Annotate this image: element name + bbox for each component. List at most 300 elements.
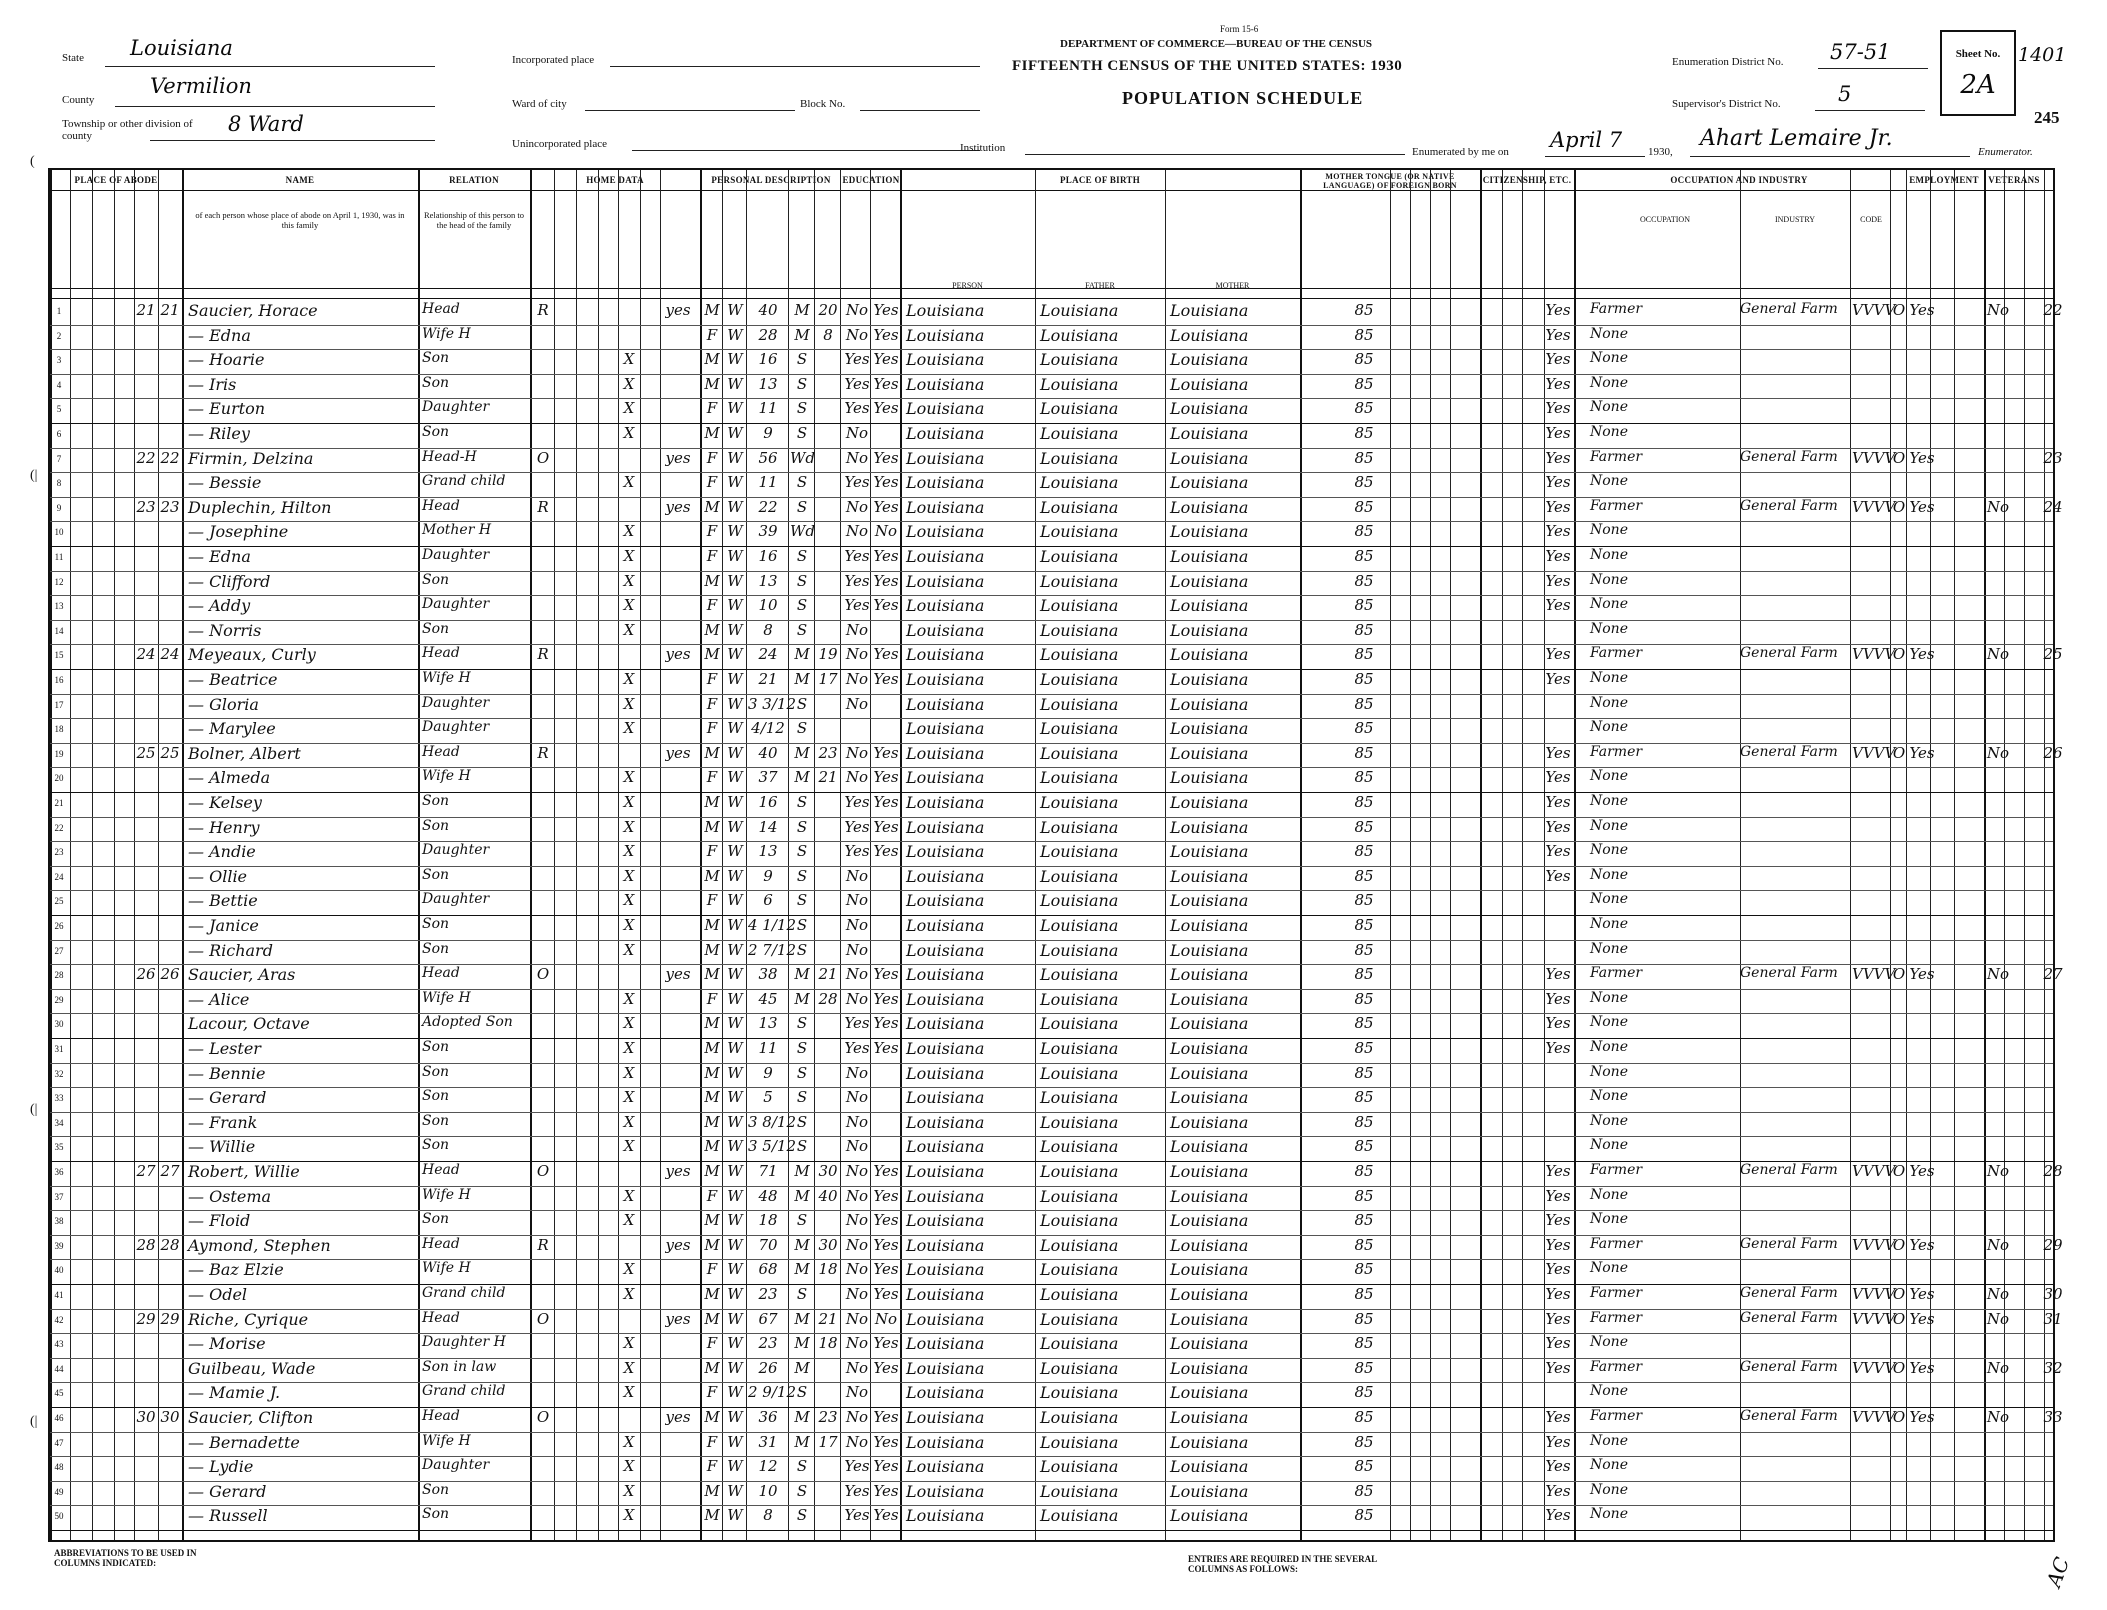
table-row [50, 743, 2063, 768]
cell-mar: M [794, 1408, 810, 1426]
cell-race: W [727, 399, 743, 418]
cell-bf: Louisiana [1040, 965, 1119, 985]
cell-farmno: 30 [2043, 1285, 2063, 1303]
cell-bp: Louisiana [906, 1014, 985, 1034]
table-row [50, 300, 2063, 325]
cell-bf: Louisiana [1040, 522, 1119, 542]
cell-mar: M [794, 768, 810, 787]
cell-cls: O [1892, 1162, 1906, 1180]
cell-age: 26 [758, 1358, 778, 1377]
cell-race: W [727, 325, 743, 344]
cell-bf: Louisiana [1040, 1014, 1119, 1034]
unincorporated-label: Unincorporated place [512, 138, 607, 150]
cell-emp: Yes [1909, 1408, 1935, 1426]
table-row [50, 1432, 2053, 1457]
cell-vet: No [1986, 497, 2010, 516]
cell-rel: Adopted Son [422, 1014, 513, 1031]
cell-fam: 23 [160, 497, 180, 516]
cell-bm: Louisiana [1170, 1334, 1249, 1354]
cell-fam: 21 [160, 301, 180, 319]
cell-radio: X [623, 694, 635, 713]
cell-eng: Yes [1545, 350, 1571, 369]
footer [48, 1544, 2075, 1604]
cell-read: Yes [873, 350, 899, 369]
table-row [50, 1407, 2063, 1432]
sheet-label: Sheet No. [1955, 48, 2001, 60]
cell-name: — Bessie [188, 473, 262, 493]
cell-lang: 85 [1354, 743, 1374, 762]
cell-sex: M [704, 1112, 720, 1131]
cell-lang: 85 [1354, 842, 1374, 861]
cell-age: 38 [758, 965, 778, 984]
cell-age: 16 [758, 350, 778, 369]
cell-bf: Louisiana [1040, 399, 1119, 419]
cell-rel: Son [422, 1039, 450, 1055]
group-name: NAME [285, 175, 315, 185]
cell-rel: Daughter [422, 399, 490, 416]
cell-rel: Mother H [422, 522, 492, 539]
table-row [50, 841, 2053, 866]
cell-bf: Louisiana [1040, 1383, 1119, 1403]
cell-eng: Yes [1545, 1358, 1571, 1377]
cell-sex: M [704, 1285, 720, 1303]
cell-race: W [727, 1088, 743, 1107]
line-number: 11 [54, 552, 64, 562]
line-number: 36 [54, 1167, 64, 1177]
cell-read: Yes [873, 1334, 899, 1353]
cell-own: R [537, 743, 549, 762]
cell-sch: No [845, 866, 869, 885]
table-row [50, 1456, 2053, 1481]
cell-age: 14 [758, 817, 778, 836]
cell-sch: No [845, 1063, 869, 1082]
cell-rel: Son [422, 866, 450, 883]
cell-race: W [727, 1186, 743, 1205]
cell-sch: Yes [844, 842, 870, 861]
cell-race: W [727, 793, 743, 811]
cell-race: W [727, 670, 743, 688]
cell-bp: Louisiana [906, 842, 985, 862]
table-row [50, 1038, 2053, 1063]
cell-name: — Alice [188, 989, 250, 1009]
cell-race: W [727, 1506, 743, 1525]
cell-lang: 85 [1354, 522, 1374, 541]
cell-bm: Louisiana [1170, 1408, 1249, 1427]
cell-sch: Yes [844, 793, 870, 811]
cell-age: 13 [758, 842, 778, 861]
cell-sch: No [845, 1432, 869, 1451]
group-occupation: OCCUPATION AND INDUSTRY [1670, 175, 1808, 185]
cell-bf: Louisiana [1040, 1235, 1119, 1255]
cell-sch: Yes [844, 1014, 870, 1033]
cell-rel: Son [422, 1088, 450, 1105]
cell-sex: M [704, 1481, 720, 1500]
cell-name: — Gloria [188, 694, 259, 714]
cell-rel: Son [422, 424, 450, 440]
cell-sex: M [704, 1063, 720, 1082]
cell-sex: F [706, 842, 718, 861]
cell-mar: S [796, 694, 808, 713]
cell-occ: None [1590, 1334, 1628, 1351]
cell-name: — Iris [188, 374, 237, 394]
line-number: 15 [54, 650, 64, 661]
cell-mar: Wd [790, 522, 816, 541]
cell-read: Yes [873, 743, 899, 762]
cell-lang: 85 [1354, 620, 1374, 639]
cell-sch: No [845, 1211, 869, 1230]
cell-rel: Daughter [422, 694, 490, 711]
table-row [50, 964, 2063, 989]
table-row [50, 1186, 2053, 1211]
cell-age: 31 [758, 1432, 778, 1451]
line-number: 19 [54, 748, 64, 759]
cell-race: W [727, 866, 743, 885]
supervisor-label: Supervisor's District No. [1672, 98, 1781, 110]
township-value: 8 Ward [228, 112, 304, 136]
table-row [50, 571, 2053, 596]
cell-mar: S [796, 547, 808, 565]
row-rule [50, 1530, 2053, 1531]
cell-sch: No [845, 694, 869, 713]
cell-eng: Yes [1545, 596, 1571, 615]
cell-sex: F [706, 1457, 718, 1476]
cell-age: 3 3/12 [748, 694, 796, 713]
cell-ind: General Farm [1740, 497, 1838, 514]
cell-age: 4/12 [751, 719, 785, 738]
cell-mar: M [794, 1162, 810, 1180]
cell-lang: 85 [1354, 1063, 1374, 1082]
cell-rel: Son [422, 1137, 450, 1154]
margin-mark: ( [30, 154, 35, 169]
cell-bm: Louisiana [1170, 891, 1249, 911]
cell-bp: Louisiana [906, 694, 985, 714]
cell-radio: X [623, 424, 635, 442]
cell-read: Yes [873, 1481, 899, 1500]
cell-age: 6 [763, 891, 773, 910]
cell-eng: Yes [1545, 1039, 1571, 1057]
cell-vet: No [1986, 645, 2010, 664]
table-row [50, 866, 2053, 891]
cell-radio: X [623, 1063, 635, 1082]
cell-sch: No [845, 670, 869, 688]
county-label: County [62, 94, 95, 106]
cell-read: No [874, 1309, 898, 1328]
cell-sch: Yes [844, 1457, 870, 1476]
line-number: 33 [54, 1093, 64, 1104]
cell-sex: M [704, 620, 720, 639]
cell-read: Yes [873, 842, 899, 861]
cell-occ: None [1590, 817, 1628, 834]
cell-occ: None [1590, 1211, 1628, 1228]
cell-mar: S [796, 866, 808, 885]
cell-bp: Louisiana [906, 1162, 985, 1181]
group-personal: PERSONAL DESCRIPTION [711, 175, 831, 185]
cell-bm: Louisiana [1170, 989, 1249, 1009]
cell-emp: Yes [1909, 965, 1935, 984]
cell-bf: Louisiana [1040, 1334, 1119, 1354]
cell-eng: Yes [1545, 1260, 1571, 1279]
cell-occ: None [1590, 1186, 1628, 1203]
cell-emp: Yes [1909, 448, 1935, 467]
cell-read: Yes [873, 989, 899, 1008]
table-row [50, 1505, 2053, 1530]
cell-occ: None [1590, 1014, 1628, 1031]
cell-occ: None [1590, 547, 1628, 563]
cell-race: W [727, 916, 743, 934]
cell-mar: S [796, 719, 808, 738]
table-row [50, 325, 2053, 350]
cell-sex: M [704, 940, 720, 959]
cell-age: 11 [758, 473, 778, 492]
cell-read: Yes [873, 1285, 899, 1303]
cell-sex: F [706, 768, 718, 787]
line-number: 22 [54, 822, 64, 833]
cell-lang: 85 [1354, 965, 1374, 984]
cell-bm: Louisiana [1170, 1235, 1249, 1255]
cell-race: W [727, 596, 743, 615]
line-number: 43 [54, 1339, 64, 1350]
cell-rel: Wife H [422, 670, 471, 686]
cell-read: Yes [873, 1506, 899, 1525]
cell-eng: Yes [1545, 842, 1571, 861]
cell-name: — Eurton [188, 399, 266, 419]
cell-ind: General Farm [1740, 448, 1838, 465]
cell-sex: M [704, 1408, 720, 1426]
cell-cls: O [1892, 1235, 1906, 1254]
cell-read: Yes [873, 1186, 899, 1205]
cell-sex: F [706, 448, 718, 467]
cell-lang: 85 [1354, 1457, 1374, 1476]
cell-sex: M [704, 743, 720, 762]
schedule-title: POPULATION SCHEDULE [1122, 88, 1364, 108]
cell-lang: 85 [1354, 596, 1374, 615]
block-label: Block No. [800, 98, 846, 110]
cell-lang: 85 [1354, 719, 1374, 738]
cell-bp: Louisiana [906, 989, 985, 1009]
cell-sex: M [704, 817, 720, 836]
cell-bp: Louisiana [906, 1506, 985, 1526]
cell-name: — Floid [188, 1211, 251, 1231]
enumerated-label: Enumerated by me on [1412, 146, 1509, 158]
cell-sch: Yes [844, 817, 870, 836]
cell-lang: 85 [1354, 1186, 1374, 1205]
cell-own: R [537, 497, 549, 516]
cell-lang: 85 [1354, 1285, 1374, 1303]
cell-bf: Louisiana [1040, 1063, 1119, 1083]
cell-own: O [536, 965, 550, 984]
cell-radio: X [623, 1186, 635, 1205]
cell-dw: 28 [136, 1235, 156, 1254]
cell-vet: No [1986, 301, 2010, 319]
cell-lang: 85 [1354, 1481, 1374, 1500]
cell-code: VVVV [1852, 1408, 1896, 1426]
cell-own: R [537, 645, 549, 664]
cell-lang: 85 [1354, 793, 1374, 811]
cell-sch: No [845, 743, 869, 762]
cell-lang: 85 [1354, 424, 1374, 442]
line-number: 30 [54, 1019, 64, 1030]
table-row [50, 1382, 2053, 1407]
cell-bm: Louisiana [1170, 596, 1249, 616]
cell-occ: None [1590, 350, 1628, 367]
cell-bf: Louisiana [1040, 1358, 1119, 1378]
cell-race: W [727, 1481, 743, 1500]
cell-radio: X [623, 940, 635, 959]
cell-bp: Louisiana [906, 596, 985, 616]
cell-sex: M [704, 1137, 720, 1156]
cell-name: Firmin, Delzina [188, 448, 314, 468]
cell-mar: S [796, 817, 808, 836]
cell-cls: O [1892, 1408, 1906, 1426]
cell-radio: X [623, 670, 635, 688]
cell-age: 48 [758, 1186, 778, 1205]
industry-head: INDUSTRY [1774, 215, 1815, 224]
cell-agem: 23 [818, 1408, 838, 1426]
cell-code: VVVV [1852, 1285, 1896, 1303]
birth-mother-head: MOTHER [1215, 281, 1250, 290]
cell-race: W [727, 1063, 743, 1082]
cell-bm: Louisiana [1170, 694, 1249, 714]
cell-mar: M [794, 1358, 810, 1377]
cell-bp: Louisiana [906, 571, 985, 591]
cell-sch: No [845, 325, 869, 344]
cell-race: W [727, 547, 743, 565]
cell-sch: Yes [844, 1481, 870, 1500]
line-number: 38 [54, 1216, 64, 1227]
cell-radio: X [623, 866, 635, 885]
cell-lang: 85 [1354, 1112, 1374, 1131]
cell-code: VVVV [1852, 1358, 1896, 1377]
cell-read: Yes [873, 374, 899, 393]
cell-age: 45 [758, 989, 778, 1008]
cell-bf: Louisiana [1040, 768, 1119, 788]
cell-sex: F [706, 1383, 718, 1402]
cell-occ: None [1590, 694, 1628, 711]
cell-mar: M [794, 1432, 810, 1451]
cell-race: W [727, 448, 743, 467]
entries-title: ENTRIES ARE REQUIRED IN THE SEVERAL COLUMNS AS FOLLOWS: [1188, 1554, 1377, 1574]
line-number: 1 [56, 306, 62, 316]
cell-lang: 85 [1354, 1211, 1374, 1230]
cell-farmno: 31 [2043, 1309, 2063, 1328]
cell-cls: O [1892, 743, 1906, 762]
cell-lang: 85 [1354, 473, 1374, 492]
cell-bf: Louisiana [1040, 301, 1119, 320]
cell-bp: Louisiana [906, 817, 985, 837]
cell-code: VVVV [1852, 497, 1896, 516]
table-row [50, 423, 2053, 448]
cell-sch: No [845, 1408, 869, 1426]
cell-rel: Son [422, 1112, 450, 1129]
cell-bm: Louisiana [1170, 1481, 1249, 1501]
cell-farmno: 23 [2043, 448, 2063, 467]
cell-lang: 85 [1354, 1014, 1374, 1033]
occupation-head: OCCUPATION [1640, 215, 1690, 224]
cell-race: W [727, 1014, 743, 1033]
cell-bp: Louisiana [906, 940, 985, 960]
cell-bm: Louisiana [1170, 719, 1249, 739]
cell-bm: Louisiana [1170, 916, 1249, 935]
cell-bf: Louisiana [1040, 424, 1119, 443]
line-number: 37 [54, 1191, 64, 1202]
cell-race: W [727, 965, 743, 984]
cell-name: Lacour, Octave [188, 1014, 310, 1034]
cell-occ: None [1590, 866, 1628, 883]
cell-bp: Louisiana [906, 768, 985, 788]
cell-rel: Wife H [422, 325, 471, 342]
cell-sex: F [706, 670, 718, 688]
table-row [50, 546, 2053, 571]
cell-name: — Clifford [188, 571, 271, 591]
cell-name: — Mamie J. [188, 1383, 281, 1403]
cell-code: VVVV [1852, 1162, 1896, 1180]
cell-name: — Odel [188, 1285, 248, 1304]
group-veterans: VETERANS [1988, 175, 2040, 185]
cell-radio: X [623, 891, 635, 910]
cell-vet: No [1986, 743, 2010, 762]
cell-age: 13 [758, 1014, 778, 1033]
cell-bm: Louisiana [1170, 1039, 1249, 1058]
cell-occ: Farmer [1590, 965, 1643, 982]
cell-bm: Louisiana [1170, 1014, 1249, 1034]
cell-mar: S [796, 1137, 808, 1156]
cell-age: 37 [758, 768, 778, 787]
cell-dw: 25 [136, 743, 156, 762]
margin-mark: (| [30, 1102, 38, 1117]
cell-sch: No [845, 522, 869, 541]
cell-name: — Edna [188, 325, 251, 345]
cell-sch: No [845, 916, 869, 934]
cell-sch: Yes [844, 374, 870, 393]
institution-label: Institution [960, 142, 1006, 154]
cell-sex: M [704, 916, 720, 934]
table-row [50, 374, 2053, 399]
cell-eng: Yes [1545, 448, 1571, 467]
cell-farm: yes [665, 448, 691, 467]
cell-bf: Louisiana [1040, 620, 1119, 640]
cell-radio: X [623, 1358, 635, 1377]
line-number: 46 [54, 1413, 64, 1423]
cell-occ: Farmer [1590, 448, 1643, 465]
line-number: 50 [54, 1511, 64, 1522]
cell-cls: O [1892, 1285, 1906, 1303]
line-number: 20 [54, 773, 64, 784]
cell-lang: 85 [1354, 1408, 1374, 1426]
cell-cls: O [1892, 645, 1906, 664]
cell-bp: Louisiana [906, 916, 985, 935]
cell-agem: 17 [818, 670, 838, 688]
table-row [50, 1161, 2063, 1186]
cell-race: W [727, 1309, 743, 1328]
cell-eng: Yes [1545, 1481, 1571, 1500]
cell-lang: 85 [1354, 1334, 1374, 1353]
cell-emp: Yes [1909, 497, 1935, 516]
cell-read: Yes [873, 768, 899, 787]
cell-lang: 85 [1354, 866, 1374, 885]
cell-name: — Bettie [188, 891, 258, 911]
cell-occ: None [1590, 1137, 1628, 1154]
cell-age: 68 [758, 1260, 778, 1279]
line-number: 4 [56, 379, 62, 390]
cell-race: W [727, 473, 743, 492]
cell-read: Yes [873, 399, 899, 418]
cell-eng: Yes [1545, 743, 1571, 762]
cell-code: VVVV [1852, 645, 1896, 664]
cell-occ: None [1590, 522, 1628, 539]
cell-radio: X [623, 768, 635, 787]
cell-bp: Louisiana [906, 620, 985, 640]
cell-race: W [727, 374, 743, 393]
